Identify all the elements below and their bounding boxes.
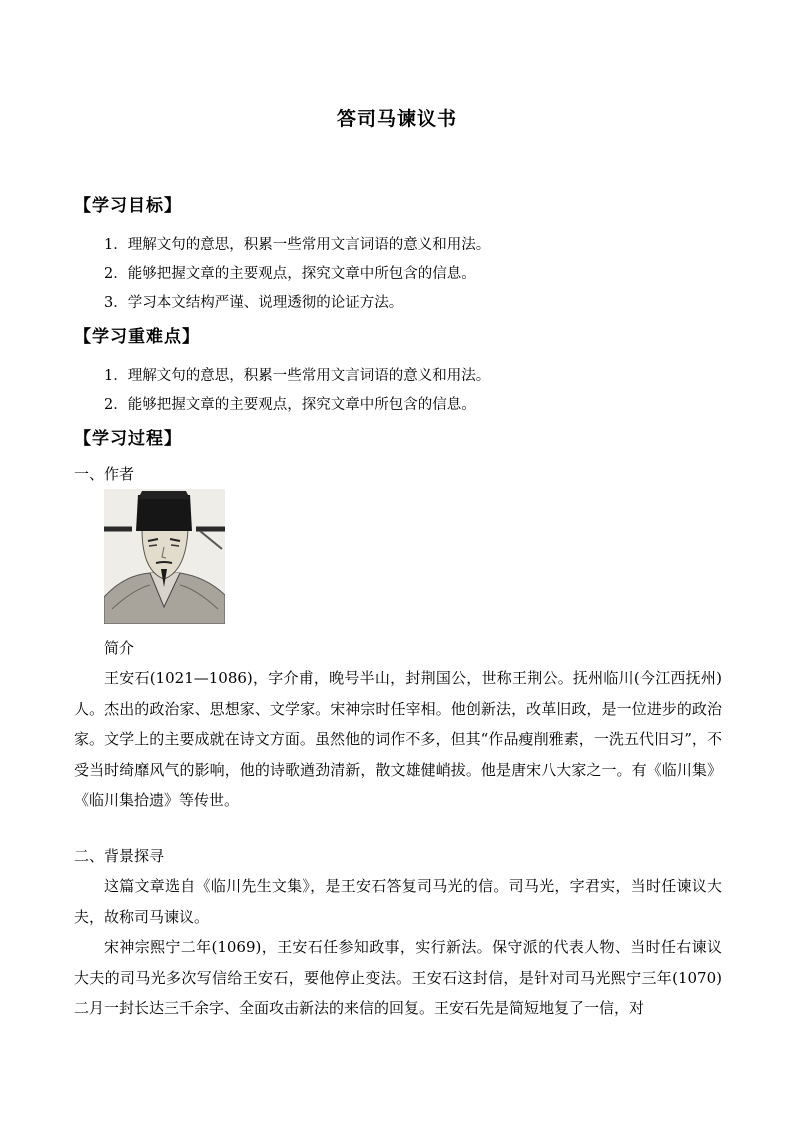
- process-heading: 【学习过程】: [74, 429, 182, 449]
- objectives-heading: 【学习目标】: [74, 196, 182, 216]
- page-title: 答司马谏议书: [336, 108, 457, 130]
- background-paragraph-1: 这篇文章选自《临川先生文集》，是王安石答复司马光的信。司马光，字君实，当时任谏议大夫，故称司马谏议。: [74, 877, 722, 926]
- author-heading: 一、作者: [74, 465, 135, 483]
- background-heading: 二、背景探寻: [74, 847, 165, 865]
- key-point-item-1: 1．理解文句的意思，积累一些常用文言词语的意义和用法。: [104, 368, 491, 384]
- key-points-heading: 【学习重难点】: [74, 327, 200, 347]
- objective-item-1: 1．理解文句的意思，积累一些常用文言词语的意义和用法。: [104, 237, 491, 253]
- key-point-item-2: 2．能够把握文章的主要观点，探究文章中所包含的信息。: [104, 397, 476, 413]
- background-paragraph-2: 宋神宗熙宁二年(1069)，王安石任参知政事，实行新法。保守派的代表人物、当时任右谏议大夫的司马光多次写信给王安石，要他停止变法。王安石这封信，是针对司马光熙宁三年(1070)二月一封长达三千余字、全面攻击新法的来信的回复。王安石先是简短地复了一信，对: [74, 938, 722, 1017]
- author-portrait-image: [104, 489, 225, 624]
- objective-item-3: 3．学习本文结构严谨、说理透彻的论证方法。: [104, 295, 404, 311]
- intro-label: 简介: [104, 639, 135, 657]
- objective-item-2: 2．能够把握文章的主要观点，探究文章中所包含的信息。: [104, 266, 476, 282]
- author-intro-paragraph: 王安石(1021—1086)，字介甫，晚号半山，封荆国公，世称王荆公。抚州临川(今江西抚州)人。杰出的政治家、思想家、文学家。宋神宗时任宰相。他创新法，改革旧政，是一位进步的政治家。文学上的主要成就在诗文方面。虽然他的词作不多，但其“作品瘦削雅素，一洗五代旧习”，不受当时绮靡风气的影响，他的诗歌遒劲清新，散文雄健峭拔。他是唐宋八大家之一。有《临川集》《临川集拾遗》等传世。: [74, 669, 722, 809]
